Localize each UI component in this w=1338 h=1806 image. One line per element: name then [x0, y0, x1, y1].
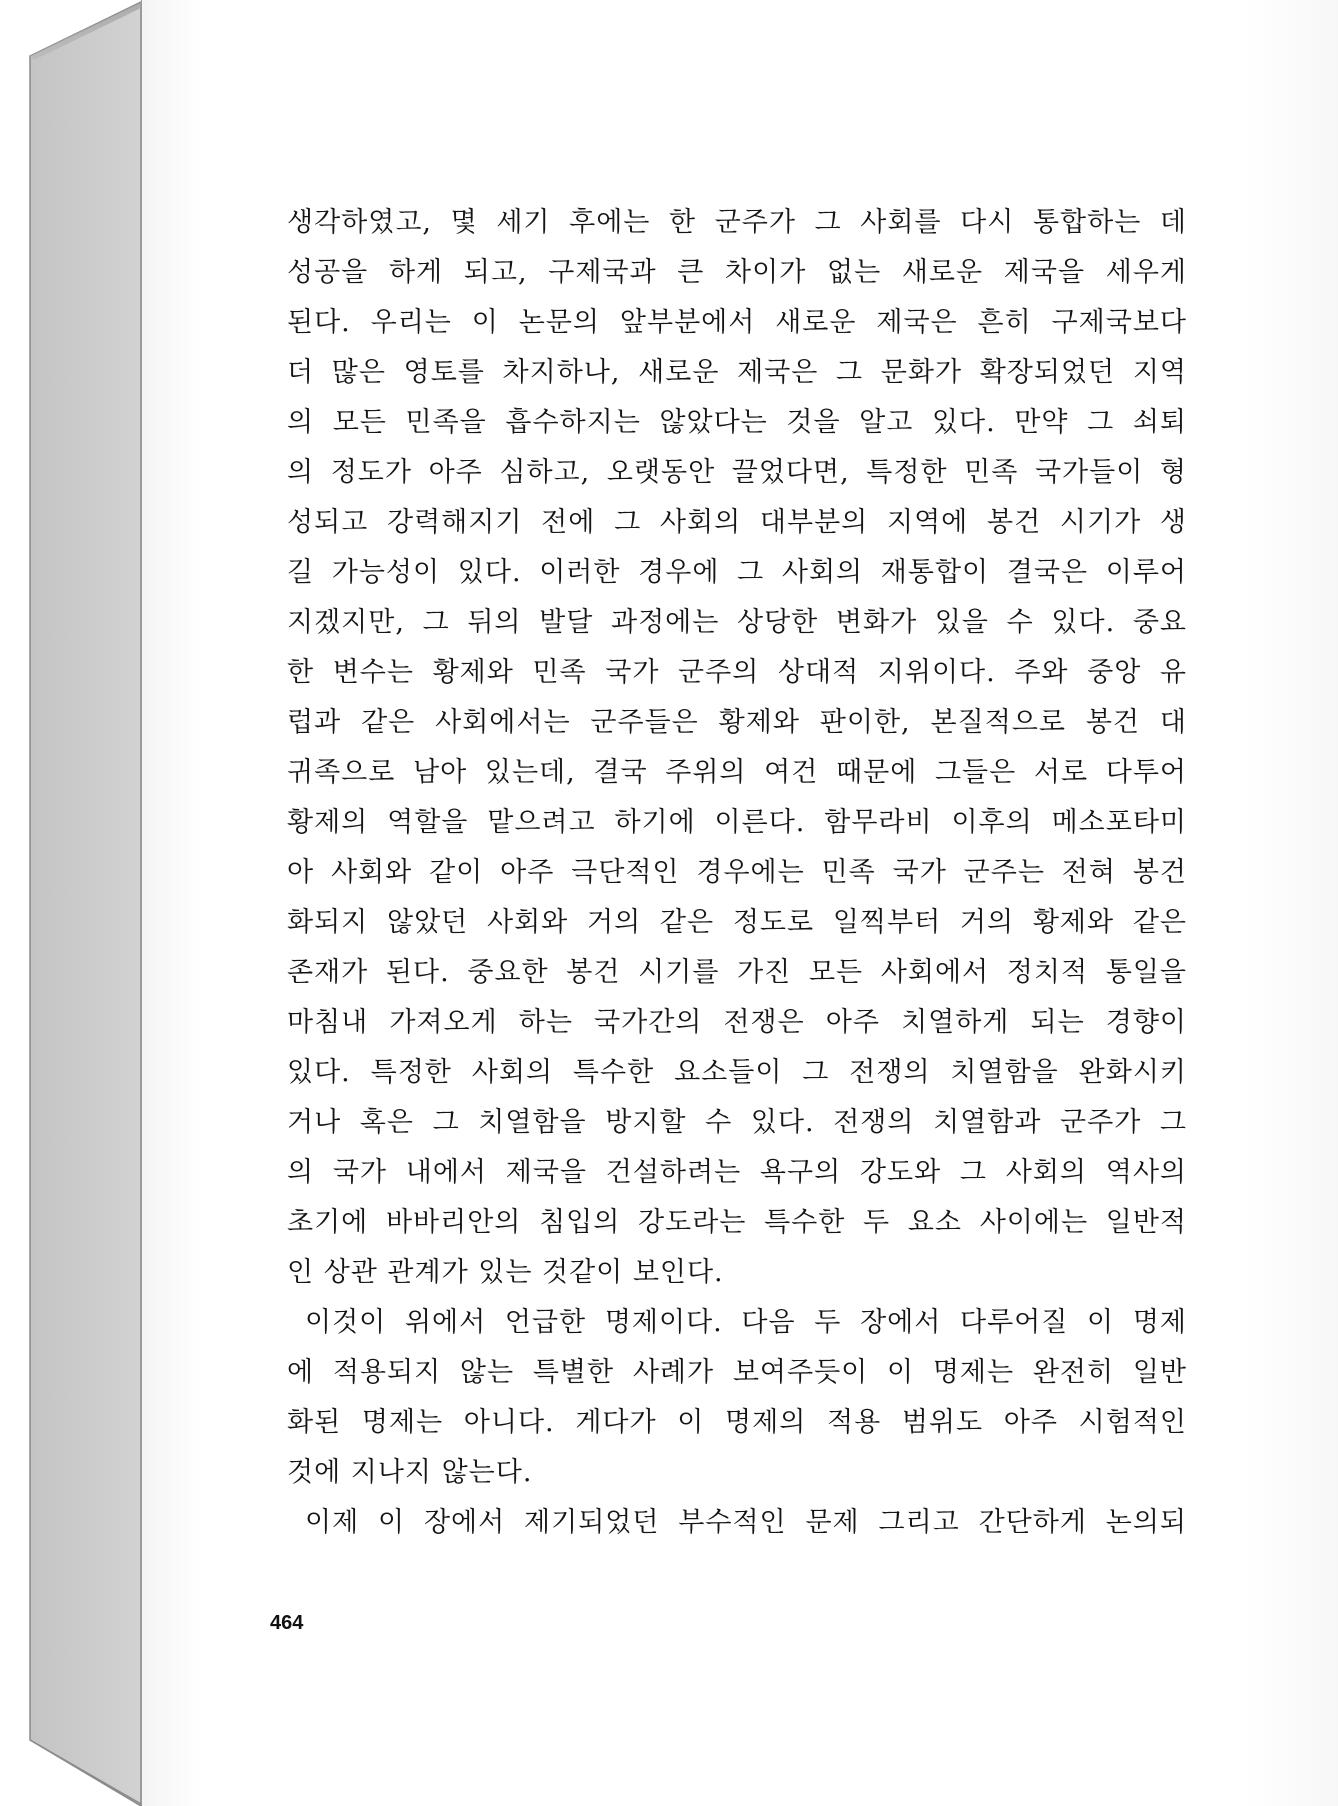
text-line: 성공을 하게 되고, 구제국과 큰 차이가 없는 새로운 제국을 세우게	[287, 257, 1187, 288]
body-text	[287, 198, 1187, 1548]
text-line: 된다. 우리는 이 논문의 앞부분에서 새로운 제국은 흔히 구제국보다	[287, 307, 1187, 338]
text-line: 길 가능성이 있다. 이러한 경우에 그 사회의 재통합이 결국은 이루어	[287, 557, 1187, 588]
page-number: 464	[270, 1612, 304, 1634]
text-line: 한 변수는 황제와 민족 국가 군주의 상대적 지위이다. 주와 중앙 유	[287, 657, 1187, 688]
text-line: 것에 지나지 않는다.	[287, 1457, 533, 1488]
text-line: 귀족으로 남아 있는데, 결국 주위의 여건 때문에 그들은 서로 다투어	[287, 757, 1187, 788]
text-line: 초기에 바바리안의 침입의 강도라는 특수한 두 요소 사이에는 일반적	[287, 1207, 1187, 1238]
text-line: 의 국가 내에서 제국을 건설하려는 욕구의 강도와 그 사회의 역사의	[287, 1157, 1187, 1188]
text-line: 생각하였고, 몇 세기 후에는 한 군주가 그 사회를 다시 통합하는 데	[287, 207, 1187, 238]
text-line: 럽과 같은 사회에서는 군주들은 황제와 판이한, 본질적으로 봉건 대	[287, 707, 1187, 738]
text-line: 더 많은 영토를 차지하나, 새로운 제국은 그 문화가 확장되었던 지역	[287, 357, 1187, 388]
text-line: 성되고 강력해지기 전에 그 사회의 대부분의 지역에 봉건 시기가 생	[287, 507, 1187, 538]
text-line: 황제의 역할을 맡으려고 하기에 이른다. 함무라비 이후의 메소포타미	[287, 807, 1187, 838]
text-line: 있다. 특정한 사회의 특수한 요소들이 그 전쟁의 치열함을 완화시키	[287, 1057, 1187, 1088]
text-line: 이제 이 장에서 제기되었던 부수적인 문제 그리고 간단하게 논의되	[305, 1507, 1187, 1538]
text-line: 존재가 된다. 중요한 봉건 시기를 가진 모든 사회에서 정치적 통일을	[287, 957, 1187, 988]
text-line: 지겠지만, 그 뒤의 발달 과정에는 상당한 변화가 있을 수 있다. 중요	[287, 607, 1187, 638]
book-page	[141, 0, 1338, 1806]
text-line: 의 모든 민족을 흡수하지는 않았다는 것을 알고 있다. 만약 그 쇠퇴	[287, 407, 1187, 438]
text-line: 인 상관 관계가 있는 것같이 보인다.	[287, 1257, 724, 1288]
text-line: 아 사회와 같이 아주 극단적인 경우에는 민족 국가 군주는 전혀 봉건	[287, 857, 1187, 888]
text-line: 의 정도가 아주 심하고, 오랫동안 끌었다면, 특정한 민족 국가들이 형	[287, 457, 1187, 488]
text-line: 이것이 위에서 언급한 명제이다. 다음 두 장에서 다루어질 이 명제	[305, 1307, 1187, 1338]
text-line: 거나 혹은 그 치열함을 방지할 수 있다. 전쟁의 치열함과 군주가 그	[287, 1107, 1187, 1138]
text-line: 마침내 가져오게 하는 국가간의 전쟁은 아주 치열하게 되는 경향이	[287, 1007, 1187, 1038]
text-line: 화된 명제는 아니다. 게다가 이 명제의 적용 범위도 아주 시험적인	[287, 1407, 1187, 1438]
text-line: 화되지 않았던 사회와 거의 같은 정도로 일찍부터 거의 황제와 같은	[287, 907, 1187, 938]
text-line: 에 적용되지 않는 특별한 사례가 보여주듯이 이 명제는 완전히 일반	[287, 1357, 1187, 1388]
